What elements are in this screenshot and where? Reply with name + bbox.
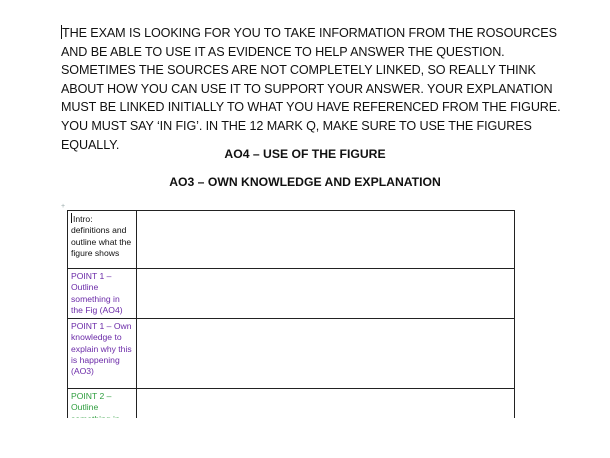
text-cursor xyxy=(71,213,72,223)
row-content-intro[interactable] xyxy=(137,211,515,269)
row-label-point1-ao3[interactable]: POINT 1 – Own knowledge to explain why this is happening (AO3) xyxy=(68,319,137,389)
row-content-point1-ao4[interactable] xyxy=(137,269,515,319)
table-row xyxy=(68,319,515,389)
table-row xyxy=(68,269,515,319)
row-label-text: Intro: definitions and outline what the figure shows xyxy=(71,214,132,258)
row-content-point1-ao3[interactable] xyxy=(137,319,515,389)
row-label-point1-ao4[interactable]: POINT 1 – Outline something in the Fig (AO4) xyxy=(68,269,137,319)
heading-ao4: AO4 – USE OF THE FIGURE xyxy=(224,147,386,161)
row-label-point2-ao4[interactable]: POINT 2 – Outline xyxy=(68,389,137,449)
table-move-handle-icon[interactable]: + xyxy=(61,203,66,210)
table-row xyxy=(68,211,515,269)
page-bottom-margin xyxy=(60,418,530,458)
instructions-paragraph[interactable] xyxy=(61,24,561,154)
instructions-text: THE EXAM IS LOOKING FOR YOU TO TAKE INFORMATION FROM THE ROSOURCES AND BE ABLE TO USE IT AS EVIDENCE TO HELP ANSWER THE QUESTION. SOMETIMES THE SOURCES ARE NOT COMPLETELY LINKED, SO REALLY THINK ABOUT HOW YOU CAN USE IT TO SUPPORT YOUR ANSWER. YOUR EXPLANATION MUST BE LINKED INITIALLY TO WHAT YOU HAVE REFERENCED FROM THE FIGURE. YOU MUST SAY ‘IN FIG’. IN THE 12 MARK Q, MAKE SURE TO USE THE FIGURES EQUALLY. xyxy=(61,26,561,152)
row-label-intro[interactable] xyxy=(68,211,137,269)
heading-ao3: AO3 – OWN KNOWLEDGE AND EXPLANATION xyxy=(169,175,441,189)
answer-planning-table xyxy=(67,210,515,449)
